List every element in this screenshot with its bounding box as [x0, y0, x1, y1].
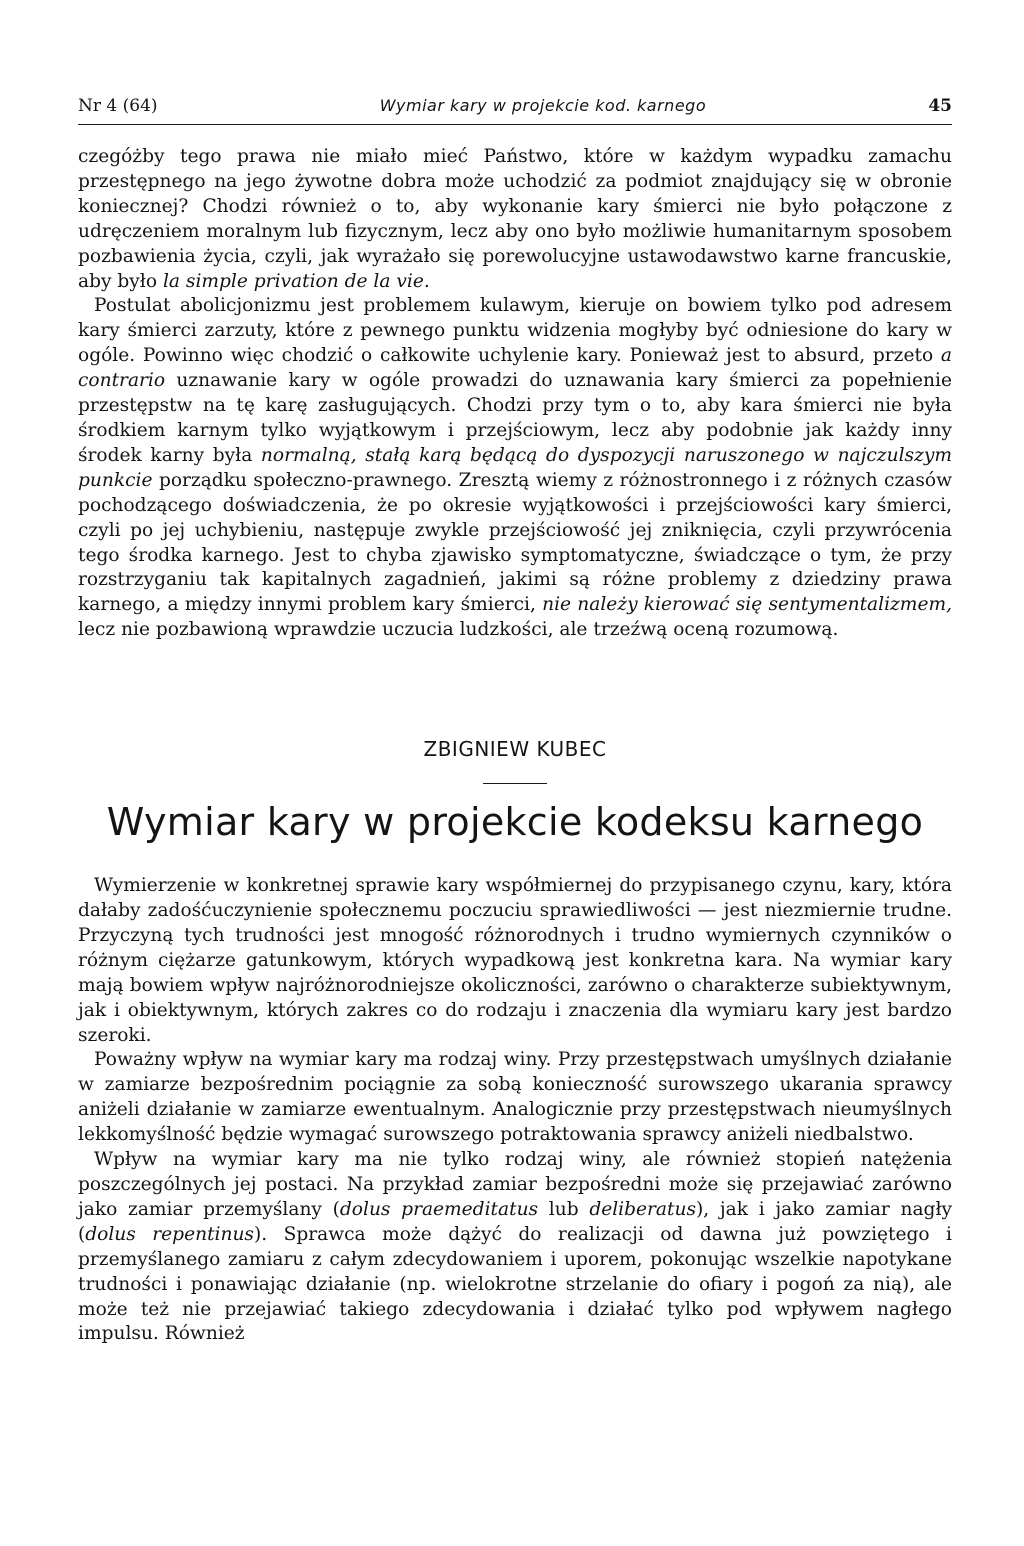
- divider: [483, 783, 547, 784]
- text-run: lub: [538, 1198, 590, 1220]
- paragraph: [78, 294, 952, 643]
- text-run: porządku społeczno-prawnego. Zresztą wiemy z różnostronnego i z różnych czasów pochodzącego doświadczenia, że po okresie wyjątkowości i przejściowości kary śmierci, czyli po jej uchybieniu, następuje zwykle przejściowość jej zniknięcia, czyli przywrócenia tego środka karnego. Jest to chyba zjawisko symptomatyczne, świadczące o tym, że przy rozstrzyganiu tak kapitalnych zagadnień, jakimi są różne problemy z dziedziny prawa karnego, a między innymi problem kary śmierci,: [78, 469, 952, 616]
- text-run: Postulat abolicjonizmu jest problemem kulawym, kieruje on bowiem tylko pod adresem kary śmierci zarzuty, które z pewnego punktu widzenia mogłyby być odniesione do kary w ogóle. Powinno więc chodzić o całkowite uchylenie kary. Ponieważ jest to absurd, przeto: [78, 295, 952, 367]
- italic-run: a contrario: [78, 345, 952, 392]
- text-run: uznawanie kary w ogóle prowadzi do uznawania kary śmierci za popełnienie przestępstw na tę karę zasługujących. Chodzi przy tym o to, aby kara śmierci nie była środkiem karnym tylko wyjątkowym i przejściowym, lecz aby podobnie jak każdy inny środek karny była: [78, 370, 952, 466]
- page-number: 45: [928, 96, 952, 116]
- article-author: ZBIGNIEW KUBEC: [423, 737, 607, 762]
- text-run: lecz nie pozbawioną wprawdzie uczucia ludzkości, ale trzeźwą oceną rozumową.: [78, 619, 839, 641]
- italic-run: deliberatus: [589, 1198, 696, 1220]
- issue-number: Nr 4 (64): [78, 96, 158, 116]
- running-head: [78, 96, 952, 125]
- article-title: Wymiar kary w projekcie kodeksu karnego: [106, 800, 924, 845]
- italic-run: la simple privation de la vie.: [162, 270, 430, 292]
- paragraph: [78, 1048, 952, 1148]
- italic-run: dolus praemeditatus: [339, 1198, 539, 1220]
- text-run: Poważny wpływ na wymiar kary ma rodzaj winy. Przy przestępstwach umyślnych działanie w zamiarze bezpośrednim pociągnie za sobą konieczność surowszego ukarania sprawcy aniżeli działanie w zamiarze ewentualnym. Analogicznie przy przestępstwach nieumyślnych lekkomyślność będzie wymagać surowszego potraktowania sprawcy aniżeli niedbalstwo.: [78, 1049, 952, 1146]
- text-run: ). Sprawca może dążyć do realizacji od dawna już powziętego i przemyślanego zamiaru z całym zdecydowaniem i uporem, pokonując wszelkie napotykane trudności i ponawiając działanie (np. wielokrotne strzelanie do ofiary i pogoń za nią), ale może też nie przejawiać takiego zdecydowania i działać tylko pod wpływem nagłego impulsu. Również: [78, 1223, 953, 1345]
- paragraph: [78, 874, 952, 1048]
- article-body: [78, 874, 952, 1347]
- text-run: czegóżby tego prawa nie miało mieć Państwo, które w każdym wypadku zamachu przestępnego na jego żywotne dobra może uchodzić za podmiot znajdujący się w obronie koniecznej? Chodzi również o to, aby wykonanie kary śmierci nie było połączone z udręczeniem moralnym lub fizycznym, lecz aby ono było możliwie humanitarnym sposobem pozbawienia życia, czyli, jak wyrażało się porewolucyjne ustawodawstwo karne francuskie, aby było: [78, 146, 952, 292]
- paragraph: [78, 1148, 952, 1347]
- italic-run: dolus repentinus: [85, 1223, 254, 1245]
- running-title: Wymiar kary w projekcie kod. karnego: [379, 96, 707, 115]
- continued-text: [78, 145, 952, 643]
- italic-run: nie należy kierować się sentymentalizmem,: [542, 594, 952, 616]
- paragraph: [78, 145, 952, 294]
- journal-page: [78, 96, 952, 1347]
- text-run: Wymierzenie w konkretnej sprawie kary współmiernej do przypisanego czynu, kary, która dałaby zadośćuczynienie społecznemu poczuciu sprawiedliwości — jest niezmiernie trudne. Przyczyną tych trudności jest mnogość różnorodnych i trudno wymiernych czynników o różnym ciężarze gatunkowym, których wypadkową jest konkretna kara. Na wymiar kary mają bowiem wpływ najróżnorodniejsze okoliczności, zarówno o charakterze subiektywnym, jak i obiektywnym, których zakres co do rodzaju i znaczenia dla wymiaru kary jest bardzo szeroki.: [78, 875, 952, 1046]
- italic-run: normalną, stałą karą będącą do dyspozycji naruszonego w najczulszym punkcie: [78, 444, 952, 491]
- text-run: ), jak i jako zamiar nagły (: [78, 1198, 952, 1245]
- text-run: Wpływ na wymiar kary ma nie tylko rodzaj winy, ale również stopień natężenia poszczególnych jej postaci. Na przykład zamiar bezpośredni może się przejawiać zarówno jako zamiar przemyślany (: [78, 1149, 952, 1220]
